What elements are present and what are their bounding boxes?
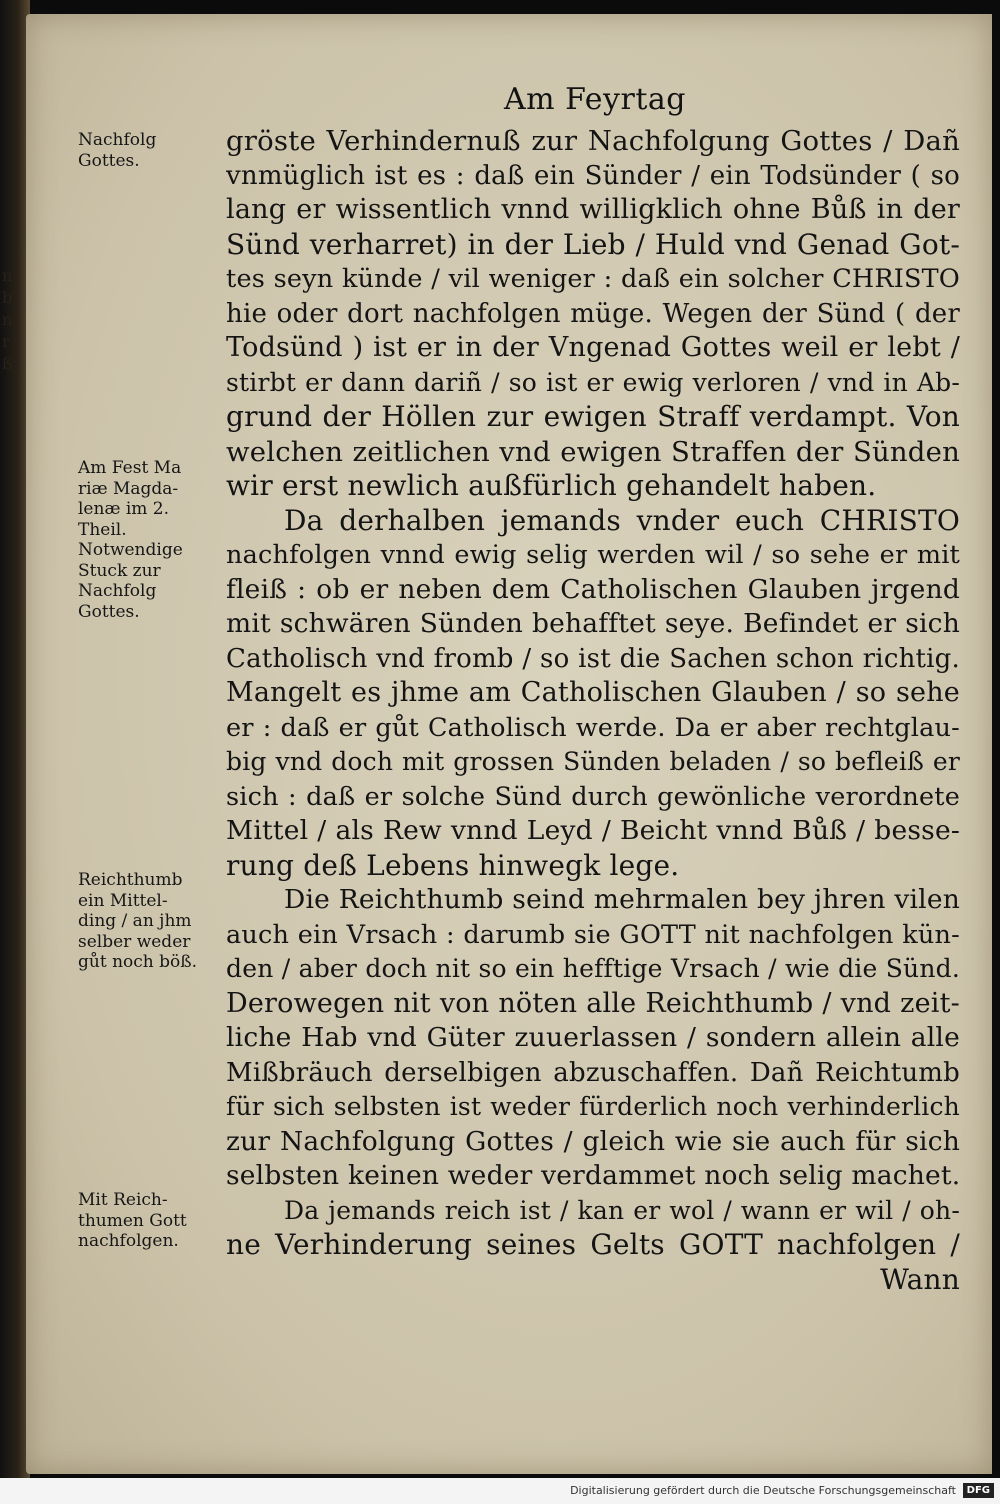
text-line: mit schwären Sünden behafftet seye. Befindet er sich xyxy=(226,608,960,639)
text-line: Mangelt es jhme am Catholischen Glauben / so sehe xyxy=(226,677,960,708)
edge-char: b xyxy=(2,288,13,307)
text-line: Todsünd ) ist er in der Vngenad Gottes weil er lebt / xyxy=(226,332,960,363)
marginal-note-line: selber weder xyxy=(78,931,191,952)
marginal-note-line: Gottes. xyxy=(78,601,140,622)
marginal-note-line: gůt noch böß. xyxy=(78,952,197,972)
text-line: grund der Höllen zur ewigen Straff verdampt. Von xyxy=(226,400,960,433)
marginal-note-line: lenæ im 2. xyxy=(78,499,170,519)
paragraph-start-line: Die Reichthumb seind mehrmalen bey jhren vilen xyxy=(284,884,960,915)
marginal-note-line: riæ Magda- xyxy=(78,478,179,499)
marginal-note xyxy=(78,1190,208,1252)
text-line: liche Hab vnd Güter zuuerlassen / sondern allein alle xyxy=(226,1022,960,1053)
marginal-note-line: Theil. xyxy=(78,519,127,540)
footer-bar xyxy=(0,1478,1000,1504)
text-line: rung deß Lebens hinwegk lege. xyxy=(226,848,680,882)
text-line: Derowegen nit von nöten alle Reichthumb / vnd zeit- xyxy=(226,987,960,1019)
catchword: Wann xyxy=(880,1262,960,1296)
edge-char: r xyxy=(2,332,10,351)
paragraph-start-line: Da derhalben jemands vnder euch CHRISTO xyxy=(284,503,960,537)
text-line: Mittel / als Rew vnnd Leyd / Beicht vnnd Bůß / besse- xyxy=(226,815,960,846)
adjacent-page-fragment xyxy=(2,265,24,375)
marginal-note-line: nachfolgen. xyxy=(78,1231,179,1251)
running-head: Am Feyrtag xyxy=(503,82,686,117)
text-line: nachfolgen vnnd ewig selig werden wil / so sehe er mit xyxy=(226,540,960,570)
text-line: den / aber doch nit so ein hefftige Vrsach / wie die Sünd. xyxy=(226,954,960,983)
text-line: vnmüglich ist es : daß ein Sünder / ein Todsünder ( so xyxy=(226,160,960,191)
marginal-note-line: Reichthumb xyxy=(78,870,183,890)
edge-char: n xyxy=(2,310,13,329)
text-line: für sich selbsten ist weder fürderlich noch verhinderlich xyxy=(226,1092,960,1121)
marginal-note-line: Nachfolg xyxy=(78,581,157,601)
text-line: ne Verhinderung seines Gelts GOTT nachfolgen / xyxy=(226,1228,960,1261)
text-line: fleiß : ob er neben dem Catholischen Glauben jrgend xyxy=(226,573,960,605)
paragraph-start-line: Da jemands reich ist / kan er wol / wann er wil / oh- xyxy=(284,1195,960,1225)
funding-credit: Digitalisierung gefördert durch die Deutsche Forschungsgemeinschaft xyxy=(570,1484,956,1497)
marginal-note-line: Notwendige xyxy=(78,540,183,560)
text-line: Mißbräuch derselbigen abzuschaffen. Dañ Reichtumb xyxy=(226,1057,960,1088)
marginal-note-line: Stuck zur xyxy=(78,560,161,581)
text-line: big vnd doch mit grossen Sünden beladen / so befleiß er xyxy=(226,747,960,776)
text-line: gröste Verhindernuß zur Nachfolgung Gottes / Dañ xyxy=(226,125,960,157)
edge-char: ß xyxy=(2,354,13,373)
text-line: Catholisch vnd fromb / so ist die Sachen schon richtig. xyxy=(226,643,960,674)
dfg-logo: DFG xyxy=(963,1483,994,1498)
marginal-note xyxy=(78,458,208,622)
edge-char: n xyxy=(2,266,13,285)
text-line: stirbt er dann dariñ / so ist er ewig verloren / vnd in Ab- xyxy=(226,367,960,397)
body-text xyxy=(226,124,960,1297)
text-line: tes seyn künde / vil weniger : daß ein solcher CHRISTO xyxy=(226,264,960,294)
text-line: selbsten keinen weder verdammet noch selig machet. xyxy=(226,1160,960,1191)
marginal-note-line: Nachfolg xyxy=(78,130,157,150)
marginal-note xyxy=(78,870,208,973)
text-line: zur Nachfolgung Gottes / gleich wie sie auch für sich xyxy=(226,1125,960,1157)
text-line: auch ein Vrsach : darumb sie GOTT nit nachfolgen kün- xyxy=(226,919,960,950)
marginal-note-line: ein Mittel- xyxy=(78,890,168,911)
text-line: Sünd verharret) in der Lieb / Huld vnd Genad Got- xyxy=(226,227,960,261)
marginal-note-line: Mit Reich- xyxy=(78,1190,168,1210)
text-line: hie oder dort nachfolgen müge. Wegen der Sünd ( der xyxy=(226,298,960,329)
marginal-note-line: thumen Gott xyxy=(78,1210,187,1231)
marginal-note-line: Am Fest Ma xyxy=(78,458,182,478)
text-line: sich : daß er solche Sünd durch gewönliche verordnete xyxy=(226,781,960,812)
marginal-note-line: ding / an jhm xyxy=(78,911,192,931)
text-line: wir erst newlich außfürlich gehandelt haben. xyxy=(226,469,877,502)
text-line: welchen zeitlichen vnd ewigen Straffen der Sünden xyxy=(226,435,960,468)
marginal-note-line: Gottes. xyxy=(78,150,140,171)
text-line: er : daß er gůt Catholisch werde. Da er aber rechtglau- xyxy=(226,712,960,743)
text-line: lang er wissentlich vnnd willigklich ohne Bůß in der xyxy=(226,194,960,225)
marginal-note xyxy=(78,130,208,171)
